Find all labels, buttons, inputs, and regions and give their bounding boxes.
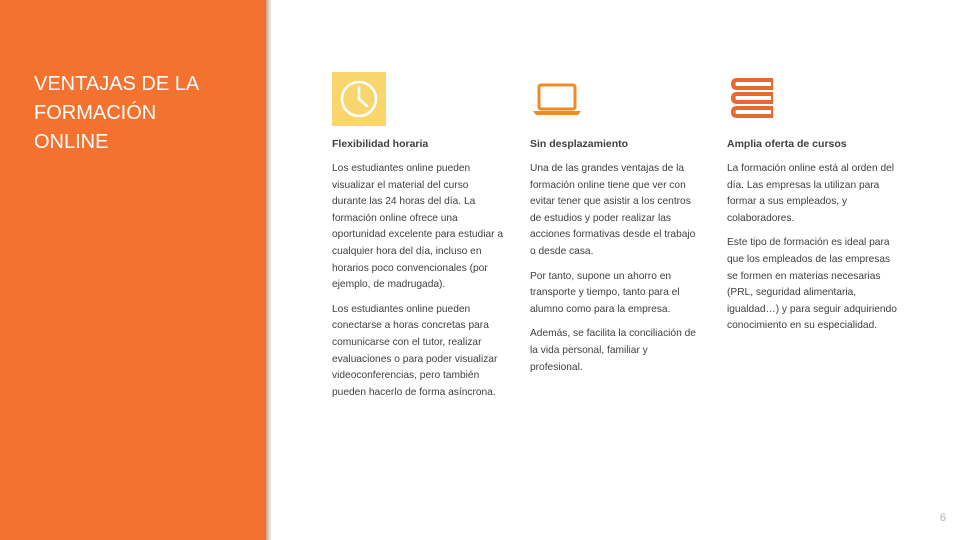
feature-column-flexibility <box>332 72 504 409</box>
column-heading: Flexibilidad horaria <box>332 138 429 150</box>
books-icon <box>727 72 781 126</box>
column-paragraph: Además, se facilita la conciliación de la vida personal, familiar y profesional. <box>530 328 696 373</box>
clock-icon <box>332 72 386 126</box>
slide-title <box>34 70 254 157</box>
laptop-icon <box>530 72 584 126</box>
sidebar-shadow <box>266 0 272 540</box>
title-line: VENTAJAS DE LA <box>34 73 200 95</box>
column-paragraph: Los estudiantes online pueden conectarse a horas concretas para comunicarse con el tutor, realizar evaluaciones o para poder visualizar videoconferencias, pero también pueden hacerlo de forma asíncrona. <box>332 303 498 398</box>
feature-column-course-offer <box>727 72 899 343</box>
title-line: FORMACIÓN <box>34 102 157 124</box>
column-heading: Sin desplazamiento <box>530 138 629 150</box>
title-line: ONLINE <box>34 131 109 153</box>
page-number: 6 <box>939 512 946 524</box>
column-paragraph: La formación online está al orden del día. Las empresas la utilizan para formar a sus empleados, y colaboradores. <box>727 163 895 224</box>
feature-column-no-travel <box>530 72 702 384</box>
column-paragraph: Los estudiantes online pueden visualizar el material del curso durante las 24 horas del día. La formación online ofrece una oportunidad excelente para estudiar a cualquier hora del día, incluso en horarios poco convencionales (por ejemplo, de madrugada). <box>332 163 504 291</box>
column-paragraph: Este tipo de formación es ideal para que los empleados de las empresas se formen en materias necesarias (PRL, seguridad alimentaria, igualdad…) y para seguir adquiriendo conocimiento en su especialidad. <box>727 237 897 332</box>
column-paragraph: Por tanto, supone un ahorro en transporte y tiempo, tanto para el alumno como para la empresa. <box>530 270 680 315</box>
column-paragraph: Una de las grandes ventajas de la formación online tiene que ver con evitar tener que asistir a los centros de estudios y poder realizar las acciones formativas desde el trabajo o desde casa. <box>530 163 696 257</box>
column-heading: Amplia oferta de cursos <box>727 138 847 150</box>
